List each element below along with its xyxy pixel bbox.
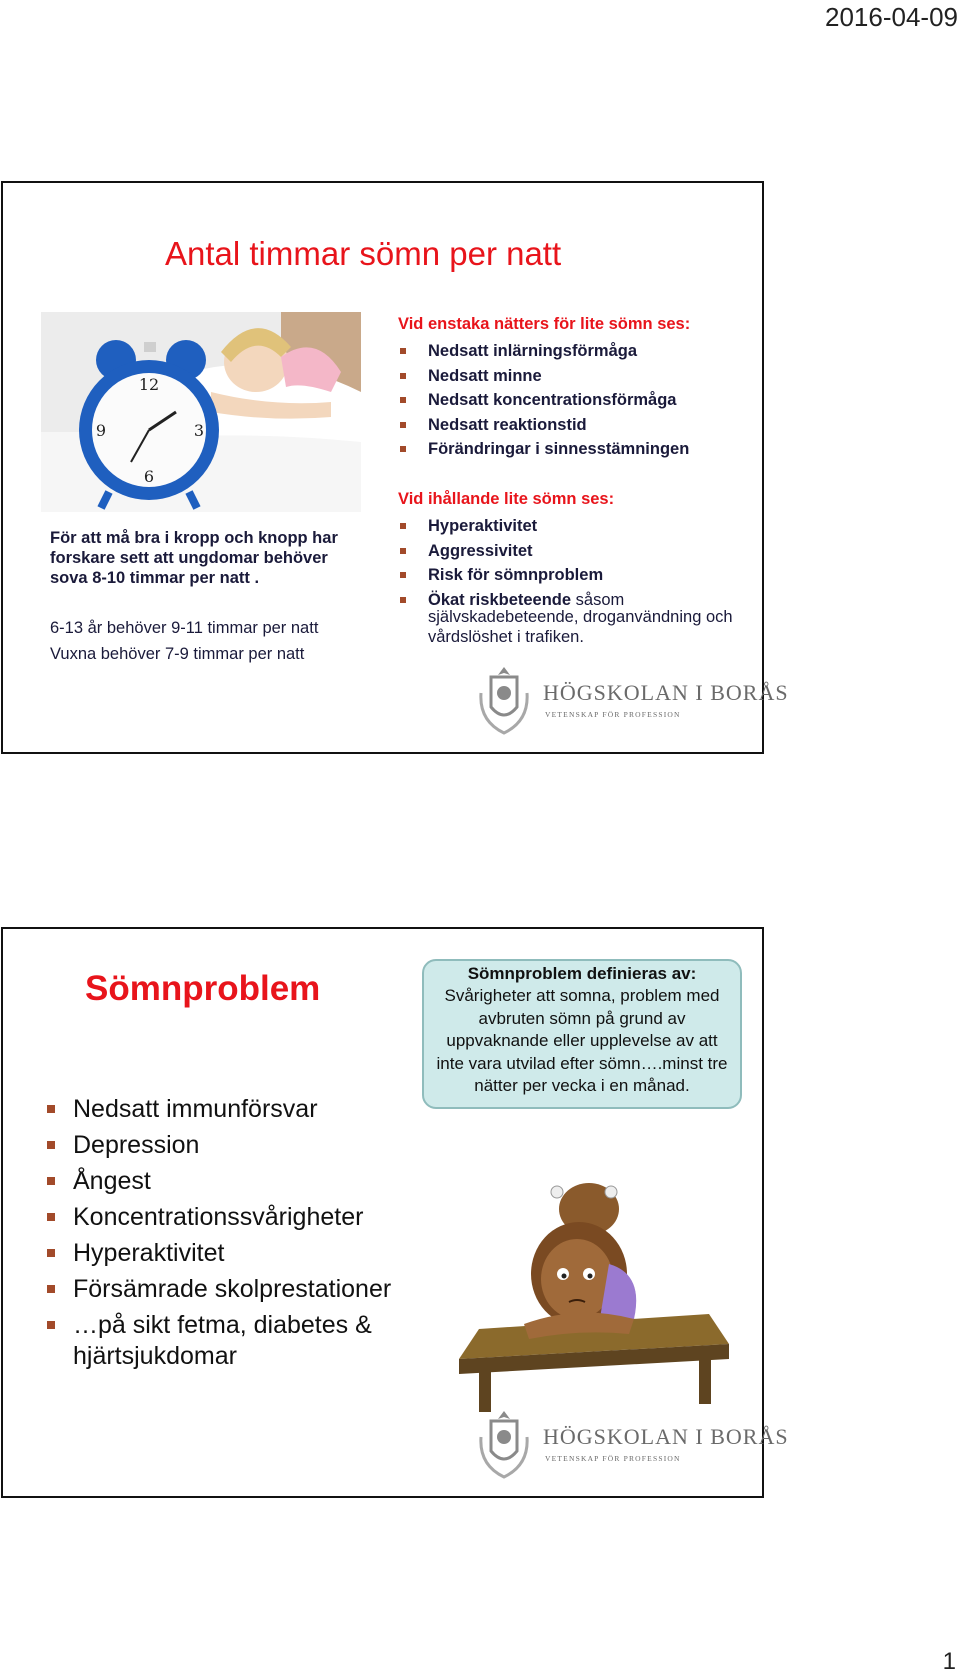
list-item: Ångest	[44, 1166, 394, 1197]
slide-sleep-problems	[1, 927, 789, 1498]
page-number: 1	[942, 1648, 956, 1675]
university-logo	[473, 1407, 789, 1482]
list-item: Nedsatt immunförsvar	[44, 1094, 394, 1125]
consequences-list	[44, 1094, 394, 1377]
risk-behavior-details: självskadebeteende, droganvändning och vårdslöshet i trafiken.	[428, 608, 733, 646]
svg-text:12: 12	[138, 375, 160, 394]
crest-icon	[473, 663, 535, 738]
definition-box	[422, 959, 742, 1109]
list-item: Nedsatt reaktionstid	[398, 413, 728, 438]
alarm-clock-photo	[41, 312, 361, 512]
slide-title: Sömnproblem	[85, 969, 321, 1008]
short-term-heading: Vid enstaka nätters för lite sömn ses:	[398, 315, 691, 333]
long-term-heading: Vid ihållande lite sömn ses:	[398, 490, 615, 508]
university-logo	[473, 663, 789, 738]
list-item: Nedsatt inlärningsförmåga	[398, 339, 728, 364]
adult-hours-text: Vuxna behöver 7-9 timmar per natt	[50, 645, 305, 663]
list-item: Förändringar i sinnesstämningen	[398, 437, 728, 462]
logo-name: HÖGSKOLAN I BORÅS	[543, 680, 789, 705]
definition-text: Svårigheter att somna, problem med avbruten sömn på grund av uppvaknande eller upplevelse av att inte vara utvilad efter sömn….minst tre nätter per vecka i en månad.	[436, 986, 728, 1095]
logo-name: HÖGSKOLAN I BORÅS	[543, 1424, 789, 1449]
slide-title: Antal timmar sömn per natt	[165, 235, 562, 272]
short-term-effects-list	[398, 339, 728, 462]
list-item: Hyperaktivitet	[398, 514, 728, 539]
risk-behavior-suffix: såsom	[571, 590, 625, 609]
list-item: Hyperaktivitet	[44, 1238, 394, 1269]
slide-sleep-hours	[1, 181, 789, 754]
list-item: Försämrade skolprestationer	[44, 1274, 394, 1305]
definition-heading: Sömnproblem definieras av:	[467, 964, 697, 983]
list-item: Nedsatt minne	[398, 364, 728, 389]
list-item: Depression	[44, 1130, 394, 1161]
svg-text:3: 3	[193, 421, 205, 440]
list-item: Risk för sömnproblem	[398, 563, 728, 588]
recommendation-text: För att må bra i kropp och knopp har forskare sett att ungdomar behöver sova 8-10 timmar per natt .	[50, 529, 338, 587]
list-item: Nedsatt koncentrationsförmåga	[398, 388, 728, 413]
risk-behavior-label: Ökat riskbeteende	[428, 590, 572, 609]
list-item: Aggressivitet	[398, 539, 728, 564]
svg-text:9: 9	[95, 421, 107, 440]
list-item: …på sikt fetma, diabetes & hjärtsjukdomar	[44, 1310, 394, 1372]
children-hours-text: 6-13 år behöver 9-11 timmar per natt	[50, 619, 319, 637]
svg-text:6: 6	[143, 467, 155, 486]
tired-girl-illustration	[439, 1154, 742, 1417]
logo-tagline: VETENSKAP FÖR PROFESSION	[545, 1454, 681, 1463]
crest-icon	[473, 1407, 535, 1482]
list-item: Koncentrationssvårigheter	[44, 1202, 394, 1233]
page-date: 2016-04-09	[825, 2, 958, 32]
long-term-effects-list	[398, 514, 728, 612]
logo-tagline: VETENSKAP FÖR PROFESSION	[545, 710, 681, 719]
